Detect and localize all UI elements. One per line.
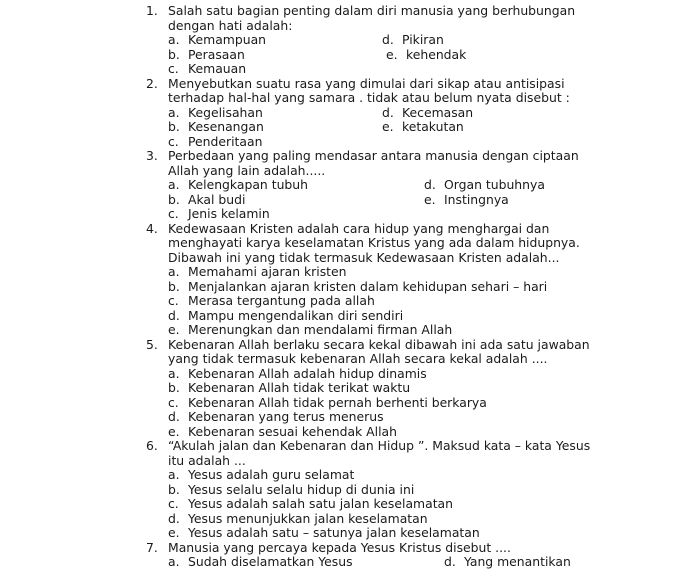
option-b: b. Yesus selalu selalu hidup di dunia ini [168,481,415,497]
question-text: Allah yang lain adalah..... [168,162,326,178]
option-e: e. ketakutan [382,119,464,134]
question-4 [0,222,700,338]
question-3 [0,149,700,222]
option-e: e. Yesus adalah satu – satunya jalan keselamatan [168,525,480,540]
question-text: yang tidak termasuk kebenaran Allah secara kekal adalah .... [168,351,548,366]
question-number: 5. [146,336,158,352]
option-e: e. Merenungkan dan mendalami firman Allah [168,322,453,337]
option-a: a. Kebenaran Allah adalah hidup dinamis [168,365,427,381]
question-5 [0,338,700,440]
question-7 [0,541,700,570]
question-text: Menyebutkan suatu rasa yang dimulai dari sikap atau antisipasi [168,75,565,91]
question-text: itu adalah ... [168,452,246,468]
question-2 [0,77,700,150]
option-e: e. Instingnya [424,191,509,207]
option-b: b. Kesenangan [168,119,264,134]
question-text: Manusia yang percaya kepada Yesus Kristus disebut .... [168,539,511,555]
question-text: dengan hati adalah: [168,17,293,33]
question-number: 1. [146,3,158,18]
question-number: 6. [146,438,158,453]
option-d: d. Organ tubuhnya [424,177,545,192]
option-d: d. Yesus menunjukkan jalan keselamatan [168,510,428,526]
quiz-document [0,4,700,570]
option-c: c. Jenis kelamin [168,206,270,221]
question-number: 2. [146,75,158,91]
question-number: 4. [146,220,158,236]
option-a: a. Kegelisahan [168,104,263,120]
option-e: e. Kebenaran sesuai kehendak Allah [168,423,397,439]
option-d: d. Yang menantikan [444,554,571,569]
question-text: Dibawah ini yang tidak termasuk Kedewasaan Kristen adalah... [168,249,560,265]
question-text: Kedewasaan Kristen adalah cara hidup yang menghargai dan [168,220,550,236]
option-d: d. Kebenaran yang terus menerus [168,409,384,424]
option-d: d. Pikiran [382,32,444,47]
option-e: e. kehendak [386,46,467,62]
question-number: 7. [146,539,158,555]
option-b: b. Menjalankan ajaran kristen dalam kehidupan sehari – hari [168,278,548,294]
option-c: c. Merasa tergantung pada allah [168,293,375,308]
option-a: a. Yesus adalah guru selamat [168,467,355,482]
option-c: c. Kebenaran Allah tidak pernah berhenti berkarya [168,394,487,410]
option-c: c. Kemauan [168,61,247,76]
question-text: “Akulah jalan dan Kebenaran dan Hidup ”. Maksud kata – kata Yesus [168,438,591,453]
question-number: 3. [146,148,158,163]
option-c: c. Yesus adalah salah satu jalan keselamatan [168,496,453,511]
option-b: b. Kebenaran Allah tidak terikat waktu [168,380,411,395]
question-1 [0,4,700,77]
option-b: b. Perasaan [168,46,245,62]
option-a: a. Sudah diselamatkan Yesus [168,554,353,569]
option-c: c. Penderitaan [168,133,263,149]
question-text: Kebenaran Allah berlaku secara kekal dibawah ini ada satu jawaban [168,336,590,352]
question-text: terhadap hal-hal yang samara . tidak atau belum nyata disebut : [168,90,570,105]
option-b: b. Akal budi [168,191,246,207]
option-a: a. Kelengkapan tubuh [168,177,308,192]
question-6 [0,439,700,541]
question-text: menghayati karya keselamatan Kristus yang ada dalam hidupnya. [168,235,580,250]
option-d: d. Mampu mengendalikan diri sendiri [168,307,404,323]
option-a: a. Kemampuan [168,32,267,47]
option-d: d. Kecemasan [382,104,474,120]
option-a: a. Memahami ajaran kristen [168,264,347,279]
question-text: Salah satu bagian penting dalam diri manusia yang berhubungan [168,3,576,18]
question-text: Perbedaan yang paling mendasar antara manusia dengan ciptaan [168,148,579,163]
